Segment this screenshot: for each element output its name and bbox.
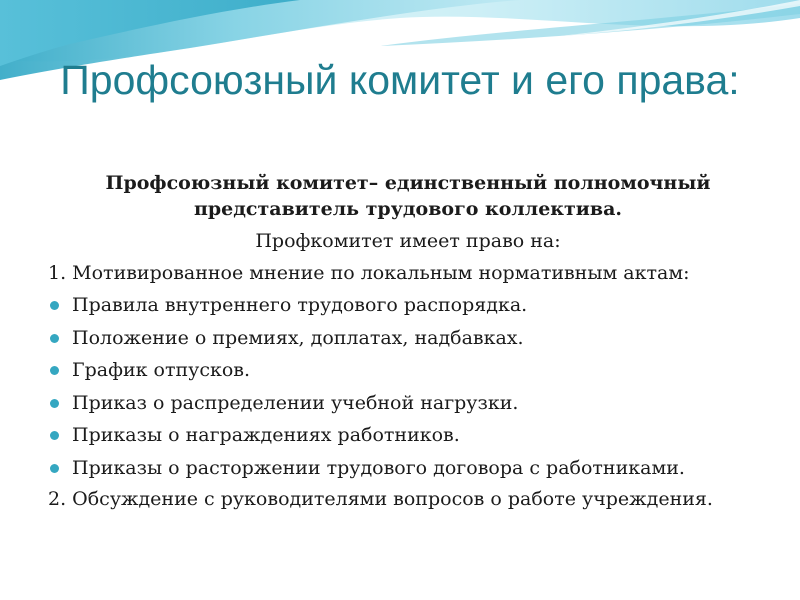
list-item [48,455,768,481]
numbered-item-1: 1. Мотивированное мнение по локальным нормативным актам: [48,262,690,284]
bullet-dot-icon [50,366,59,375]
list-item-text: Правила внутреннего трудового распорядка. [72,294,528,316]
list-item-text: Положение о премиях, доплатах, надбавках. [72,326,524,349]
list-item-text: Приказы о расторжении трудового договора с работниками. [72,456,685,479]
bullet-dot-icon [50,334,59,343]
bullet-dot-icon [50,399,59,408]
list-item-text: Приказы о награждениях работников. [72,424,460,446]
bullet-dot-icon [50,464,59,473]
list-item [48,325,768,351]
list-item-text: График отпусков. [72,359,251,381]
lead-statement: Профсоюзный комитет– единственный полномочный представитель трудового коллектива. [105,172,711,220]
bullet-list [48,292,768,481]
list-item-text: Приказ о распределении учебной нагрузки. [72,391,519,414]
bullet-dot-icon [50,301,59,310]
bullet-dot-icon [50,431,59,440]
list-item [48,292,768,318]
slide-content [48,170,768,511]
list-item [48,390,768,416]
numbered-item-2: 2. Обсуждение с руководителями вопросов о работе учреждения. [48,488,713,510]
slide-title: Профсоюзный комитет и его права: [60,57,740,103]
list-item [48,357,768,383]
list-item [48,422,768,448]
rights-heading: Профкомитет имеет право на: [255,230,561,252]
